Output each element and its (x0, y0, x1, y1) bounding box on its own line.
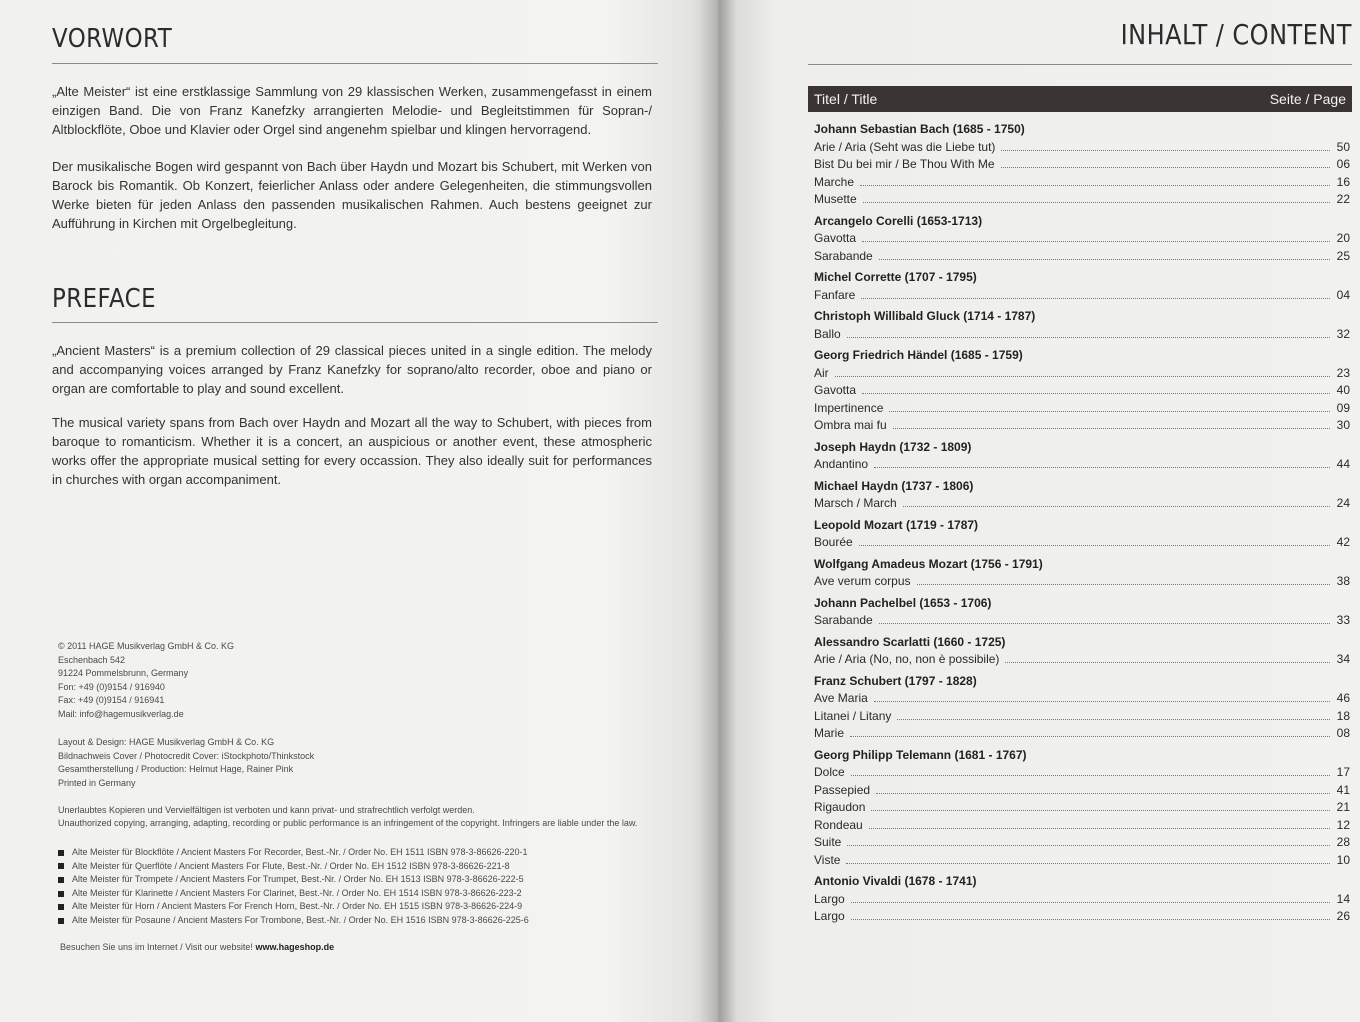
order-text: Alte Meister für Horn / Ancient Masters For French Horn, Best.-Nr. / Order No. EH 1515 ISBN 978-3-86626-224-9 (72, 901, 523, 912)
dot-leader (859, 545, 1330, 546)
dot-leader (851, 775, 1330, 776)
preface-heading: PREFACE (52, 284, 156, 314)
vorwort-heading: VORWORT (52, 24, 173, 54)
bullet-icon (58, 904, 64, 910)
toc-entry (814, 573, 1350, 591)
dot-leader (862, 241, 1330, 242)
toc-entry-title: Arie / Aria (No, no, non è possibile) (814, 652, 1000, 666)
toc-entry-title: Dolce (814, 765, 845, 779)
toc-entry (814, 690, 1350, 708)
toc-entry-page: 30 (1336, 418, 1350, 432)
toc-composer: Alessandro Scarlatti (1660 - 1725) (814, 634, 1006, 649)
bullet-icon (58, 877, 64, 883)
website-prefix: Besuchen Sie uns im Internet / Visit our website! (60, 942, 256, 952)
book-gutter (700, 0, 736, 1022)
toc-entry (814, 852, 1350, 870)
toc-header-title: Titel / Title (814, 91, 878, 107)
toc-composer: Johann Pachelbel (1653 - 1706) (814, 595, 992, 610)
order-text: Alte Meister für Querflöte / Ancient Masters For Flute, Best.-Nr. / Order No. EH 1512 ISBN 978-3-86626-221-8 (72, 860, 510, 871)
dot-leader (1001, 167, 1330, 168)
toc-entry-title: Sarabande (814, 248, 873, 263)
preface-rule (52, 322, 658, 323)
vorwort-paragraph-2: Der musikalische Bogen wird gespannt von Bach über Haydn und Mozart bis Schubert, mit Werken von Barock bis Romantik. Ob Konzert, feierlicher Anlass oder andere Gelegenheiten, die stimmungsvollen Werke bieten für jeden Anlass den passenden musikalischen Rahmen. Auch bestens geeignet zur Aufführung in Kirchen mit Orgelbegleitung. (52, 159, 652, 231)
imprint-fax: Fax: +49 (0)9154 / 916941 (58, 695, 165, 706)
toc-entry (814, 799, 1350, 817)
toc-entry (814, 382, 1350, 400)
toc-entry-title: Fanfare (814, 287, 856, 302)
order-item (58, 873, 529, 887)
dot-leader (835, 376, 1330, 377)
toc-entry (814, 651, 1350, 669)
toc-entry (814, 534, 1350, 552)
vorwort-paragraph-1: „Alte Meister“ ist eine erstklassige Sammlung von 29 klassischen Werken, zusammengefasst in einem einzigen Band. Die von Franz Kanefzky arrangierten Melodie- und Begleitstimmen für Sopran-/ Altblockflöte, Oboe und Klavier oder Orgel sind angenehm spielbar und klingen hervorragend. (52, 84, 652, 137)
toc-entry-page: 18 (1336, 708, 1350, 723)
imprint-mail: Mail: info@hagemusikverlag.de (58, 708, 184, 719)
toc-entry (814, 764, 1350, 782)
preface-paragraph-1: „Ancient Masters“ is a premium collection of 29 classical pieces united in a single edition. The melody and accompanying voices arranged by Franz Kanefzky for soprano/alto recorder, oboe and piano or organ are comfortable to play and sound excellent. (52, 343, 652, 396)
toc-entry (814, 834, 1350, 852)
toc-entry (814, 191, 1350, 209)
toc-entry-page: 12 (1336, 817, 1350, 832)
imprint-city: 91224 Pommelsbrunn, Germany (58, 668, 189, 679)
toc-entry (814, 174, 1350, 192)
toc-entry-page: 38 (1336, 574, 1350, 588)
toc-composer: Franz Schubert (1797 - 1828) (814, 673, 977, 688)
dot-leader (847, 337, 1330, 338)
toc-entry (814, 326, 1350, 344)
toc-composer: Joseph Haydn (1732 - 1809) (814, 439, 972, 454)
table-of-contents (814, 121, 1350, 926)
dot-leader (917, 584, 1331, 585)
toc-entry-page: 41 (1336, 782, 1350, 797)
right-page (718, 0, 1360, 1022)
toc-entry (814, 725, 1350, 743)
imprint-phone: Fon: +49 (0)9154 / 916940 (58, 681, 165, 692)
bullet-icon (58, 891, 64, 897)
imprint-credits (58, 736, 314, 790)
dot-leader (847, 845, 1330, 846)
credit-printed: Printed in Germany (58, 777, 136, 788)
legal-notice (58, 804, 637, 830)
toc-entry-page: 23 (1336, 365, 1350, 380)
toc-composer: Georg Philipp Telemann (1681 - 1767) (814, 747, 1027, 762)
toc-entry (814, 400, 1350, 418)
toc-entry-title: Gavotta (814, 231, 857, 245)
content-title: INHALT / CONTENT (1120, 18, 1352, 51)
toc-entry-title: Arie / Aria (Seht was die Liebe tut) (814, 139, 996, 154)
order-text: Alte Meister für Blockflöte / Ancient Masters For Recorder, Best.-Nr. / Order No. EH 1511 ISBN 978-3-86626-220-1 (72, 847, 528, 857)
toc-entry-page: 24 (1336, 496, 1350, 510)
toc-entry-title: Gavotta (814, 383, 857, 397)
toc-entry-title: Rondeau (814, 817, 863, 832)
dot-leader (850, 736, 1330, 737)
dot-leader (846, 863, 1330, 864)
bullet-icon (58, 850, 64, 856)
toc-entry-page: 46 (1336, 691, 1350, 705)
toc-entry (814, 817, 1350, 835)
toc-entry-page: 42 (1336, 535, 1350, 549)
order-item (58, 900, 529, 914)
toc-header (808, 86, 1352, 112)
toc-entry-title: Rigaudon (814, 800, 866, 814)
toc-composer: Georg Friedrich Händel (1685 - 1759) (814, 348, 1023, 362)
dot-leader (860, 185, 1330, 186)
dot-leader (876, 793, 1330, 794)
toc-entry-page: 10 (1336, 852, 1350, 867)
toc-entry-title: Marsch / March (814, 496, 897, 510)
toc-entry-title: Musette (814, 192, 857, 206)
toc-entry (814, 230, 1350, 248)
toc-entry (814, 708, 1350, 726)
dot-leader (879, 259, 1330, 260)
toc-entry-page: 32 (1336, 326, 1350, 341)
toc-composer: Christoph Willibald Gluck (1714 - 1787) (814, 309, 1036, 323)
toc-entry-title: Largo (814, 909, 845, 923)
toc-entry (814, 782, 1350, 800)
toc-entry (814, 612, 1350, 630)
dot-leader (893, 428, 1330, 429)
dot-leader (851, 902, 1330, 903)
toc-header-page: Seite / Page (1269, 91, 1346, 107)
toc-entry (814, 495, 1350, 513)
toc-entry-page: 25 (1336, 248, 1350, 263)
toc-entry-page: 26 (1336, 909, 1350, 923)
toc-entry-page: 14 (1336, 891, 1350, 906)
toc-entry-title: Suite (814, 835, 842, 849)
toc-composer: Antonio Vivaldi (1678 - 1741) (814, 874, 977, 888)
toc-entry-title: Viste (814, 852, 841, 867)
toc-entry-page: 04 (1336, 287, 1350, 302)
toc-entry-title: Marche (814, 174, 855, 189)
toc-entry-page: 21 (1336, 800, 1350, 814)
toc-entry-title: Impertinence (814, 400, 884, 415)
toc-entry (814, 248, 1350, 266)
dot-leader (871, 810, 1330, 811)
toc-entry (814, 456, 1350, 474)
order-text: Alte Meister für Klarinette / Ancient Masters For Clarinet, Best.-Nr. / Order No. EH 1514 ISBN 978-3-86626-223-2 (72, 887, 522, 898)
toc-entry-title: Ombra mai fu (814, 418, 887, 432)
order-item (58, 860, 529, 874)
content-title-rule (808, 64, 1352, 65)
dot-leader (851, 919, 1330, 920)
toc-entry-title: Air (814, 365, 829, 380)
toc-entry (814, 417, 1350, 435)
vorwort-rule (52, 63, 658, 64)
toc-entry-page: 06 (1336, 157, 1350, 171)
dot-leader (879, 623, 1330, 624)
dot-leader (874, 467, 1330, 468)
order-list (58, 846, 529, 928)
toc-composer: Leopold Mozart (1719 - 1787) (814, 517, 979, 532)
toc-entry (814, 139, 1350, 157)
order-text: Alte Meister für Trompete / Ancient Masters For Trumpet, Best.-Nr. / Order No. EH 1513 ISBN 978-3-86626-222-5 (72, 874, 524, 885)
toc-entry-title: Ave verum corpus (814, 574, 911, 588)
toc-entry (814, 365, 1350, 383)
toc-entry-title: Largo (814, 891, 845, 906)
toc-entry-title: Bist Du bei mir / Be Thou With Me (814, 157, 995, 171)
toc-entry-page: 22 (1336, 192, 1350, 206)
credit-layout: Layout & Design: HAGE Musikverlag GmbH & Co. KG (58, 737, 275, 747)
toc-composer: Michael Haydn (1737 - 1806) (814, 478, 974, 493)
toc-entry-page: 34 (1336, 652, 1350, 666)
credit-photo: Bildnachweis Cover / Photocredit Cover: iStockphoto/Thinkstock (58, 750, 315, 761)
toc-composer: Michel Corrette (1707 - 1795) (814, 270, 977, 284)
dot-leader (889, 411, 1330, 412)
toc-entry-title: Sarabande (814, 613, 873, 627)
toc-entry-page: 44 (1336, 457, 1350, 471)
toc-composer: Johann Sebastian Bach (1685 - 1750) (814, 122, 1025, 136)
dot-leader (1001, 150, 1330, 151)
bullet-icon (58, 863, 64, 869)
order-item (58, 914, 529, 928)
toc-entry-page: 08 (1336, 726, 1350, 740)
order-item (58, 887, 529, 901)
dot-leader (1005, 662, 1330, 663)
toc-entry-title: Marie (814, 726, 845, 740)
imprint-copyright: © 2011 HAGE Musikverlag GmbH & Co. KG (58, 641, 235, 651)
preface-paragraph-2: The musical variety spans from Bach over Haydn and Mozart all the way to Schubert, with pieces from baroque to romanticism. Whether it is a concert, an auspicious or another event, these atmospheric works offer the appropriate musical setting for every occassion. They also ideally suit for performances in churches with organ accompaniment. (52, 415, 652, 487)
imprint-street: Eschenbach 542 (58, 654, 126, 665)
toc-entry-page: 09 (1336, 400, 1350, 415)
toc-entry (814, 908, 1350, 926)
toc-entry (814, 287, 1350, 305)
dot-leader (862, 393, 1330, 394)
dot-leader (874, 701, 1330, 702)
dot-leader (863, 202, 1330, 203)
toc-composer: Wolfgang Amadeus Mozart (1756 - 1791) (814, 556, 1043, 571)
order-text: Alte Meister für Posaune / Ancient Masters For Trombone, Best.-Nr. / Order No. EH 1516 ISBN 978-3-86626-225-6 (72, 914, 529, 925)
dot-leader (861, 298, 1330, 299)
dot-leader (897, 719, 1330, 720)
credit-production: Gesamtherstellung / Production: Helmut Hage, Rainer Pink (58, 764, 294, 775)
toc-composer: Arcangelo Corelli (1653-1713) (814, 213, 983, 228)
legal-notice-de: Unerlaubtes Kopieren und Vervielfältigen ist verboten und kann privat- und strafrechtlich verfolgt werden. (58, 805, 475, 815)
imprint-address (58, 640, 234, 722)
toc-entry-title: Ave Maria (814, 691, 868, 705)
toc-entry (814, 156, 1350, 174)
toc-entry-title: Ballo (814, 326, 841, 341)
toc-entry-page: 16 (1336, 174, 1350, 189)
toc-entry-page: 40 (1336, 383, 1350, 397)
toc-entry-page: 33 (1336, 613, 1350, 627)
toc-entry-title: Bourée (814, 535, 853, 549)
legal-notice-en: Unauthorized copying, arranging, adapting, recording or public performance is an infringement of the copyright. Infringers are liable under the law. (58, 818, 638, 828)
toc-entry-title: Passepied (814, 782, 871, 797)
dot-leader (903, 506, 1330, 507)
toc-entry-title: Andantino (814, 457, 869, 471)
bullet-icon (58, 918, 64, 924)
toc-entry-page: 17 (1336, 765, 1350, 779)
toc-entry-page: 28 (1336, 835, 1350, 849)
toc-entry (814, 891, 1350, 909)
dot-leader (869, 828, 1330, 829)
website-link[interactable]: www.hageshop.de (255, 942, 335, 952)
website-line (60, 942, 334, 952)
toc-entry-page: 20 (1336, 231, 1350, 245)
toc-entry-title: Litanei / Litany (814, 708, 892, 723)
toc-entry-page: 50 (1336, 139, 1350, 154)
order-item (58, 846, 529, 860)
